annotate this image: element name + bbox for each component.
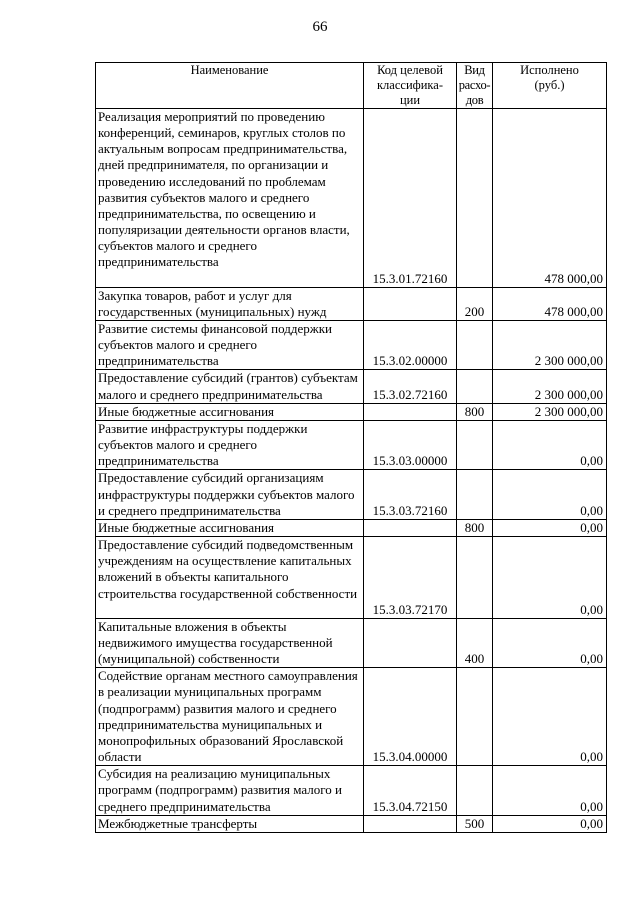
cell-amount-executed: 2 300 000,00 [493, 403, 607, 420]
cell-name-line: Развитие инфраструктуры поддержки [98, 420, 308, 436]
cell-name-line: актуальным вопросам предпринимательства, [98, 141, 348, 157]
cell-name-line: Развитие системы финансовой поддержки [98, 321, 332, 337]
cell-name-line: субъектов малого и среднего [98, 238, 257, 254]
cell-name-line: Капитальные вложения в объекты [98, 618, 287, 634]
cell-name-line: Закупка товаров, работ и услуг для [98, 287, 292, 303]
cell-expense-type [457, 109, 493, 288]
cell-name-line: области [98, 749, 142, 765]
header-type-line: расхо- [458, 78, 491, 92]
cell-target-code: 15.3.02.72160 [364, 370, 457, 403]
table-row [96, 403, 607, 420]
table-row [96, 321, 607, 370]
cell-name [96, 109, 364, 288]
cell-name-line: конференций, семинаров, круглых столов по [98, 125, 346, 141]
cell-name [96, 287, 364, 320]
cell-target-code: 15.3.03.00000 [364, 420, 457, 469]
table-body [96, 109, 607, 833]
cell-name-line: предпринимательства [98, 453, 219, 469]
cell-name-line: (подпрограмм) развития малого и среднего [98, 700, 337, 716]
cell-target-code: 15.3.04.00000 [364, 668, 457, 766]
table-row [96, 766, 607, 815]
cell-amount-executed: 478 000,00 [493, 287, 607, 320]
cell-amount-executed: 0,00 [493, 470, 607, 519]
header-amount-executed [493, 63, 607, 109]
cell-name-line: популяризации деятельности органов власти, [98, 222, 350, 238]
cell-amount-executed: 0,00 [493, 618, 607, 667]
cell-name-line: недвижимого имущества государственной [98, 634, 333, 650]
cell-target-code [364, 403, 457, 420]
cell-name [96, 766, 364, 815]
cell-name-line: проведению исследований по проблемам [98, 173, 326, 189]
cell-expense-type [457, 370, 493, 403]
cell-name-line: и среднего предпринимательства [98, 502, 281, 518]
cell-name-line: развития субъектов малого и среднего [98, 189, 310, 205]
cell-name [96, 403, 364, 420]
cell-expense-type [457, 470, 493, 519]
cell-name-line: Иные бюджетные ассигнования [98, 519, 275, 535]
cell-target-code [364, 815, 457, 832]
cell-expense-type: 200 [457, 287, 493, 320]
cell-expense-type: 800 [457, 403, 493, 420]
cell-expense-type: 500 [457, 815, 493, 832]
cell-target-code: 15.3.04.72150 [364, 766, 457, 815]
header-expense-type [457, 63, 493, 109]
cell-name [96, 470, 364, 519]
cell-name-line: Содействие органам местного самоуправления [98, 668, 358, 684]
header-type-line: Вид [464, 63, 485, 77]
budget-execution-table [95, 62, 607, 833]
cell-expense-type: 400 [457, 618, 493, 667]
cell-amount-executed: 2 300 000,00 [493, 321, 607, 370]
header-code-line: классифика- [376, 78, 444, 92]
header-code-line: Код целевой [377, 63, 443, 77]
cell-target-code [364, 287, 457, 320]
cell-name-line: Иные бюджетные ассигнования [98, 403, 275, 419]
cell-target-code: 15.3.01.72160 [364, 109, 457, 288]
header-row [96, 63, 607, 109]
cell-name [96, 668, 364, 766]
cell-name-line: программ (подпрограмм) развития малого и [98, 782, 342, 798]
cell-amount-executed: 0,00 [493, 519, 607, 536]
cell-name-line: строительства государственной собственности [98, 585, 358, 601]
table-row [96, 109, 607, 288]
cell-name [96, 370, 364, 403]
cell-name [96, 618, 364, 667]
cell-name [96, 420, 364, 469]
cell-expense-type [457, 668, 493, 766]
table-header [96, 63, 607, 109]
cell-name [96, 815, 364, 832]
cell-name-line: (муниципальной) собственности [98, 651, 280, 667]
cell-name-line: предпринимательства муниципальных и [98, 716, 323, 732]
table-row [96, 470, 607, 519]
cell-name [96, 537, 364, 619]
cell-name-line: вложений в объекты капитального [98, 569, 289, 585]
cell-name-line: инфраструктуры поддержки субъектов малого [98, 486, 355, 502]
cell-name-line: Предоставление субсидий (грантов) субъектам [98, 370, 358, 386]
header-target-code [364, 63, 457, 109]
cell-name-line: государственных (муниципальных) нужд [98, 303, 327, 319]
cell-amount-executed: 0,00 [493, 766, 607, 815]
cell-name-line: малого и среднего предпринимательства [98, 386, 323, 402]
cell-target-code: 15.3.02.00000 [364, 321, 457, 370]
cell-name-line: среднего предпринимательства [98, 798, 271, 814]
page-number: 66 [312, 19, 328, 35]
cell-target-code: 15.3.03.72160 [364, 470, 457, 519]
cell-amount-executed: 0,00 [493, 668, 607, 766]
table-row [96, 420, 607, 469]
cell-name-line: Межбюджетные трансферты [98, 815, 258, 831]
cell-name-line: Предоставление субсидий организациям [98, 470, 324, 486]
cell-expense-type [457, 537, 493, 619]
table-row [96, 815, 607, 832]
cell-name-line: предпринимательства, по освещению и [98, 205, 316, 221]
table-row [96, 287, 607, 320]
cell-amount-executed: 2 300 000,00 [493, 370, 607, 403]
cell-name [96, 519, 364, 536]
cell-target-code [364, 519, 457, 536]
cell-name-line: Реализация мероприятий по проведению [98, 109, 325, 124]
cell-name-line: учреждениям на осуществление капитальных [98, 553, 352, 569]
header-name [96, 63, 364, 109]
table-row [96, 537, 607, 619]
header-name-line: Наименование [190, 63, 269, 77]
cell-name-line: монопрофильных образований Ярославской [98, 732, 344, 748]
cell-target-code [364, 618, 457, 667]
header-code-line: ции [399, 93, 421, 107]
cell-amount-executed: 0,00 [493, 537, 607, 619]
cell-expense-type [457, 321, 493, 370]
cell-name-line: субъектов малого и среднего [98, 437, 257, 453]
cell-name-line: дней предпринимателя, по организации и [98, 157, 329, 173]
cell-name-line: субъектов малого и среднего [98, 337, 257, 353]
header-type-line: дов [465, 93, 484, 107]
cell-target-code: 15.3.03.72170 [364, 537, 457, 619]
cell-name-line: предпринимательства [98, 254, 219, 270]
table-row [96, 370, 607, 403]
cell-name-line: в реализации муниципальных программ [98, 684, 322, 700]
cell-name [96, 321, 364, 370]
table-row [96, 519, 607, 536]
cell-name-line: Предоставление субсидий подведомственным [98, 537, 354, 553]
cell-amount-executed: 0,00 [493, 420, 607, 469]
header-amount-line: (руб.) [534, 78, 565, 92]
cell-expense-type [457, 420, 493, 469]
table-row [96, 668, 607, 766]
cell-expense-type [457, 766, 493, 815]
cell-name-line: Субсидия на реализацию муниципальных [98, 766, 331, 782]
cell-amount-executed: 0,00 [493, 815, 607, 832]
cell-name-line: предпринимательства [98, 353, 219, 369]
table-row [96, 618, 607, 667]
cell-amount-executed: 478 000,00 [493, 109, 607, 288]
cell-expense-type: 800 [457, 519, 493, 536]
header-amount-line: Исполнено [520, 63, 579, 77]
